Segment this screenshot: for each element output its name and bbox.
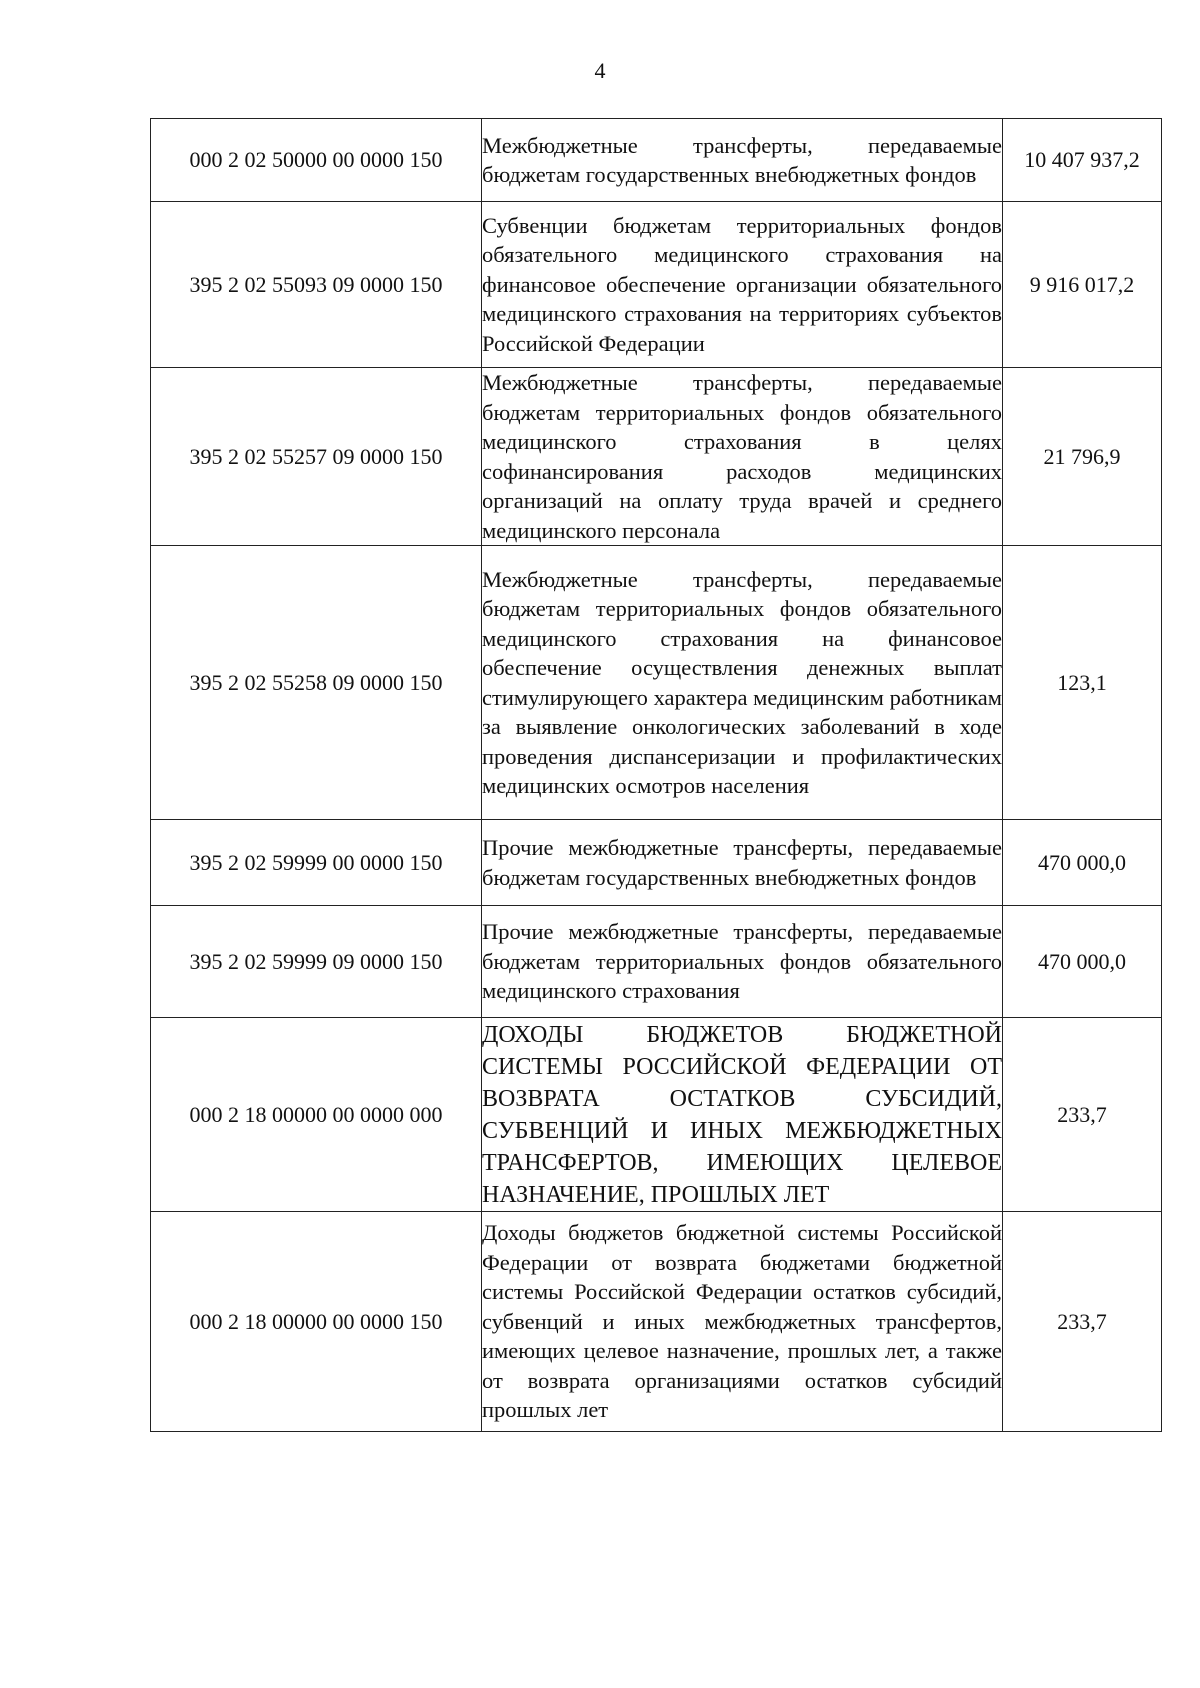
table-row bbox=[151, 1018, 1162, 1212]
table-row bbox=[151, 820, 1162, 906]
revenue-description: Межбюджетные трансферты, передаваемые бюджетам территориальных фондов обязательного медицинского страхования в целях софинансирования расходов медицинских организаций на оплату труда врачей и среднего медицинского персонала bbox=[482, 368, 1003, 546]
table-row bbox=[151, 906, 1162, 1018]
revenue-description: Прочие межбюджетные трансферты, передаваемые бюджетам государственных внебюджетных фондов bbox=[482, 820, 1003, 906]
budget-revenue-table bbox=[150, 118, 1162, 1432]
amount-value: 470 000,0 bbox=[1003, 906, 1162, 1018]
revenue-description: ДОХОДЫ БЮДЖЕТОВ БЮДЖЕТНОЙ СИСТЕМЫ РОССИЙСКОЙ ФЕДЕРАЦИИ ОТ ВОЗВРАТА ОСТАТКОВ СУБСИДИЙ, СУБВЕНЦИЙ И ИНЫХ МЕЖБЮДЖЕТНЫХ ТРАНСФЕРТОВ, ИМЕЮЩИХ ЦЕЛЕВОЕ НАЗНАЧЕНИЕ, ПРОШЛЫХ ЛЕТ bbox=[482, 1018, 1003, 1212]
budget-code: 395 2 02 55258 09 0000 150 bbox=[151, 546, 482, 820]
amount-value: 233,7 bbox=[1003, 1018, 1162, 1212]
budget-code: 000 2 02 50000 00 0000 150 bbox=[151, 119, 482, 202]
budget-code: 395 2 02 59999 09 0000 150 bbox=[151, 906, 482, 1018]
budget-code: 000 2 18 00000 00 0000 150 bbox=[151, 1212, 482, 1432]
revenue-description: Субвенции бюджетам территориальных фондов обязательного медицинского страхования на финансовое обеспечение организации обязательного медицинского страхования на территориях субъектов Российской Федерации bbox=[482, 202, 1003, 368]
amount-value: 123,1 bbox=[1003, 546, 1162, 820]
amount-value: 10 407 937,2 bbox=[1003, 119, 1162, 202]
table-row bbox=[151, 1212, 1162, 1432]
budget-code: 395 2 02 59999 00 0000 150 bbox=[151, 820, 482, 906]
table-row bbox=[151, 368, 1162, 546]
budget-code: 395 2 02 55257 09 0000 150 bbox=[151, 368, 482, 546]
revenue-description: Прочие межбюджетные трансферты, передаваемые бюджетам территориальных фондов обязательного медицинского страхования bbox=[482, 906, 1003, 1018]
table-row bbox=[151, 546, 1162, 820]
amount-value: 9 916 017,2 bbox=[1003, 202, 1162, 368]
amount-value: 21 796,9 bbox=[1003, 368, 1162, 546]
revenue-description: Доходы бюджетов бюджетной системы Российской Федерации от возврата бюджетами бюджетной системы Российской Федерации остатков субсидий, субвенций и иных межбюджетных трансфертов, имеющих целевое назначение, прошлых лет, а также от возврата организациями остатков субсидий прошлых лет bbox=[482, 1212, 1003, 1432]
revenue-description: Межбюджетные трансферты, передаваемые бюджетам территориальных фондов обязательного медицинского страхования на финансовое обеспечение осуществления денежных выплат стимулирующего характера медицинским работникам за выявление онкологических заболеваний в ходе проведения диспансеризации и профилактических медицинских осмотров населения bbox=[482, 546, 1003, 820]
page-number: 4 bbox=[594, 58, 606, 83]
revenue-description: Межбюджетные трансферты, передаваемые бюджетам государственных внебюджетных фондов bbox=[482, 119, 1003, 202]
budget-code: 395 2 02 55093 09 0000 150 bbox=[151, 202, 482, 368]
table-row bbox=[151, 119, 1162, 202]
amount-value: 470 000,0 bbox=[1003, 820, 1162, 906]
amount-value: 233,7 bbox=[1003, 1212, 1162, 1432]
budget-code: 000 2 18 00000 00 0000 000 bbox=[151, 1018, 482, 1212]
table-row bbox=[151, 202, 1162, 368]
